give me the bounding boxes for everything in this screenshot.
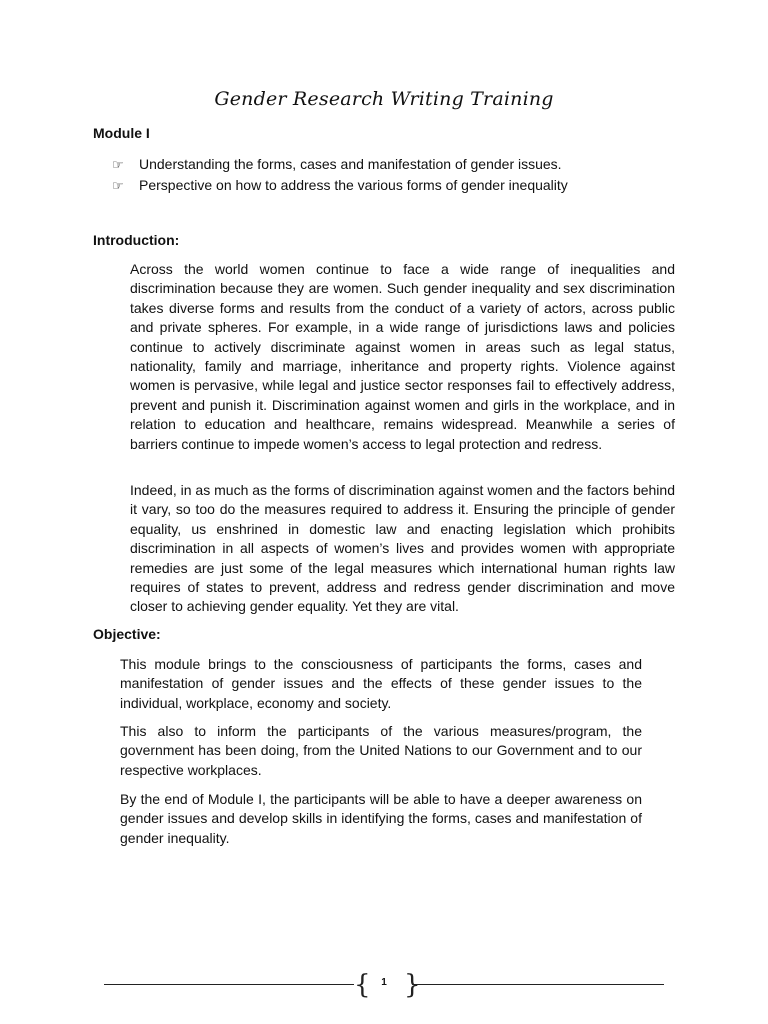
objective-paragraph-3: By the end of Module I, the participants will be able to have a deeper awareness on gender issues and develop skills in identifying the forms, cases and manifestation of gender inequality. <box>120 791 642 846</box>
bullet-text: Understanding the forms, cases and manifestation of gender issues. <box>139 156 562 172</box>
left-brace-ornament: { <box>354 970 371 1000</box>
page-number: 1 <box>381 977 387 988</box>
pointing-hand-icon: ☞ <box>112 178 124 193</box>
introduction-heading: Introduction: <box>93 232 180 248</box>
footer-rule-left <box>104 984 354 985</box>
objective-paragraph-1: This module brings to the consciousness of participants the forms, cases and manifestation of gender issues and the effects of these gender issues to the individual, workplace, economy and society. <box>120 656 642 711</box>
document-title: Gender Research Writing Training <box>214 88 554 110</box>
page-footer <box>104 968 664 1002</box>
module-heading: Module I <box>93 125 150 141</box>
introduction-paragraph-1: Across the world women continue to face a wide range of inequalities and discrimination because they are women. Such gender inequality and sex discrimination takes diverse forms and results from the conduct of a variety of actors, across public and private spheres. For example, in a wide range of jurisdictions laws and policies continue to actively discriminate against women in areas such as legal status, nationality, family and marriage, inheritance and property rights. Violence against women is pervasive, while legal and justice sector responses fail to effectively address, prevent and punish it. Discrimination against women and girls in the workplace, and in relation to education and healthcare, remains widespread. Meanwhile a series of barriers continue to impede women’s access to legal protection and redress. <box>130 261 675 452</box>
list-item <box>112 154 568 175</box>
introduction-paragraph-2: Indeed, in as much as the forms of discrimination against women and the factors behind it vary, so too do the measures required to address it. Ensuring the principle of gender equality, us enshrined in domestic law and enacting legislation which prohibits discrimination in all aspects of women’s lives and provides women with appropriate remedies are just some of the legal measures which international human rights law requires of states to prevent, address and redress gender discrimination and move closer to achieving gender equality. Yet they are vital. <box>130 482 675 615</box>
footer-rule-right <box>412 984 664 985</box>
module-bullet-list <box>112 154 568 196</box>
objective-heading: Objective: <box>93 626 161 642</box>
list-item <box>112 175 568 196</box>
objective-paragraph-2: This also to inform the participants of the various measures/program, the government has been doing, from the United Nations to our Government and to our respective workplaces. <box>120 723 642 778</box>
pointing-hand-icon: ☞ <box>112 157 124 172</box>
bullet-text: Perspective on how to address the various forms of gender inequality <box>139 177 568 193</box>
right-brace-ornament: } <box>404 970 421 1000</box>
